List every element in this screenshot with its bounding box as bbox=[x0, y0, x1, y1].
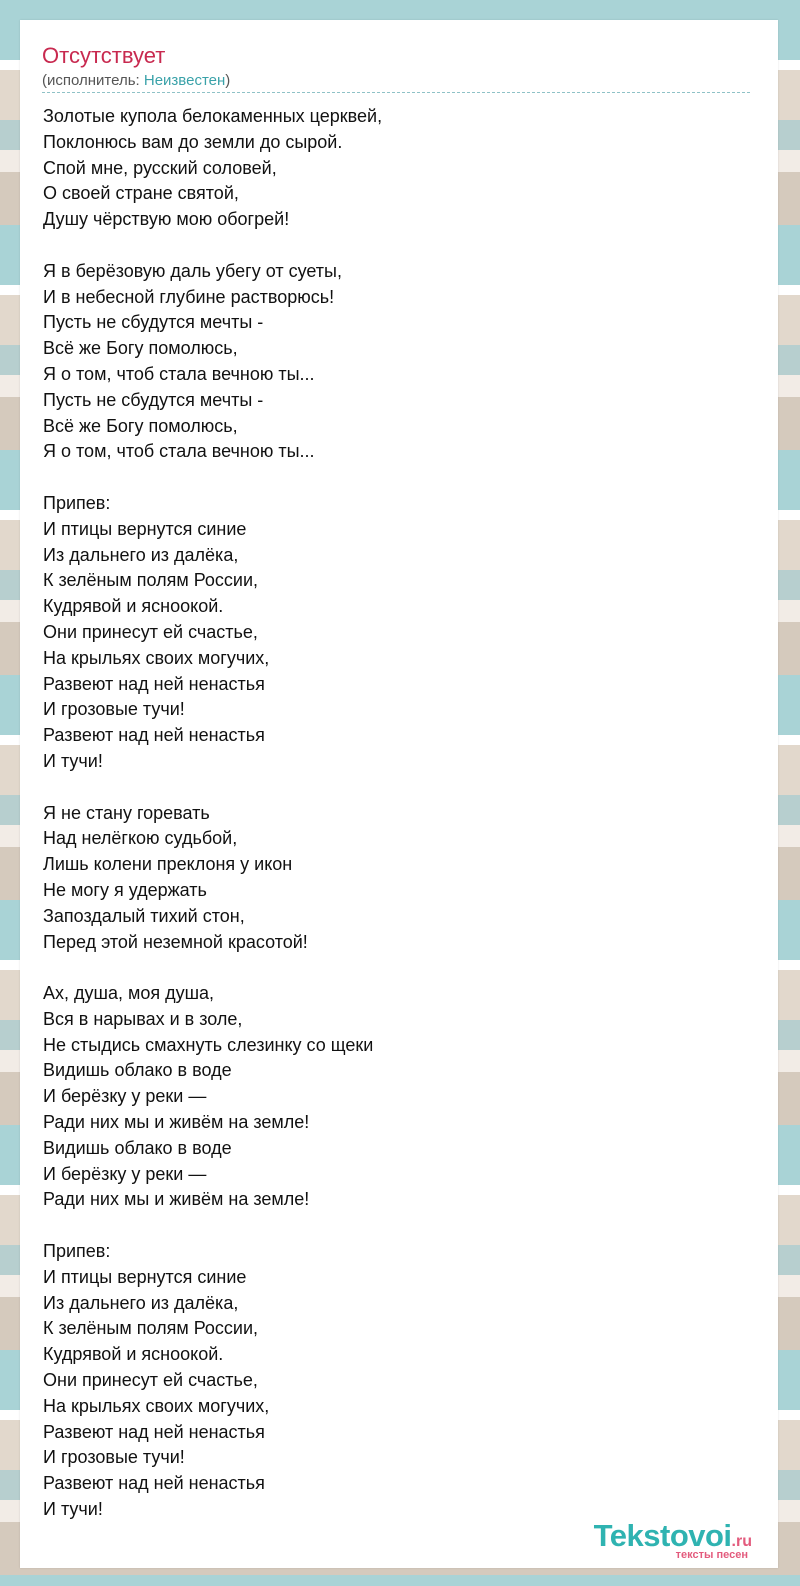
artist-prefix: (исполнитель: bbox=[42, 72, 144, 89]
logo-text: Tekstovoi bbox=[593, 1518, 732, 1553]
divider bbox=[42, 92, 750, 93]
logo-tagline: тексты песен bbox=[675, 1549, 748, 1561]
song-title: Отсутствует bbox=[42, 43, 166, 68]
artist-suffix: ) bbox=[225, 72, 231, 89]
site-logo bbox=[593, 1518, 752, 1561]
artist-link[interactable]: Неизвестен bbox=[143, 72, 226, 89]
logo-domain: .ru bbox=[731, 1533, 752, 1550]
lyrics-text: Золотые купола белокаменных церквей, Поклонюсь вам до земли до сырой. Спой мне, русский соловей, О своей стране святой, Душу чёрствую мою обогрей! Я в берёзовую даль убегу от суеты, И в небесной глубине растворюсь! Пусть не сбудутся мечты - Всё же Богу помолюсь, Я о том, чтоб стала вечною ты... Пусть не сбудутся мечты - Всё же Богу помолюсь, Я о том, чтоб стала вечною ты... Припев: И птицы вернутся синие Из дальнего из далёка, К зелёным полям России, Кудрявой и ясноокой. Они принесут ей счастье, На крыльях своих могучих, Развеют над ней ненастья И грозовые тучи! Развеют над ней ненастья И тучи! Я не стану горевать Над нелёгкою судьбой, Лишь колени преклоня у икон Не могу я удержать Запоздалый тихий стон, Перед этой неземной красотой! Ах, душа, моя душа, Вся в нарывах и в золе, Не стыдись смахнуть слезинку со щеки Видишь облако в воде И берёзку у реки — Ради них мы и живём на земле! Видишь облако в воде И берёзку у реки — Ради них мы и живём на земле! Припев: И птицы вернутся синие Из дальнего из далёка, К зелёным полям России, Кудрявой и ясноокой. Они принесут ей счастье, На крыльях своих могучих, Развеют над ней ненастья И грозовые тучи! Развеют над ней ненастья И тучи! bbox=[43, 106, 383, 1520]
artist-line bbox=[42, 72, 230, 89]
lyrics-card bbox=[20, 20, 778, 1568]
